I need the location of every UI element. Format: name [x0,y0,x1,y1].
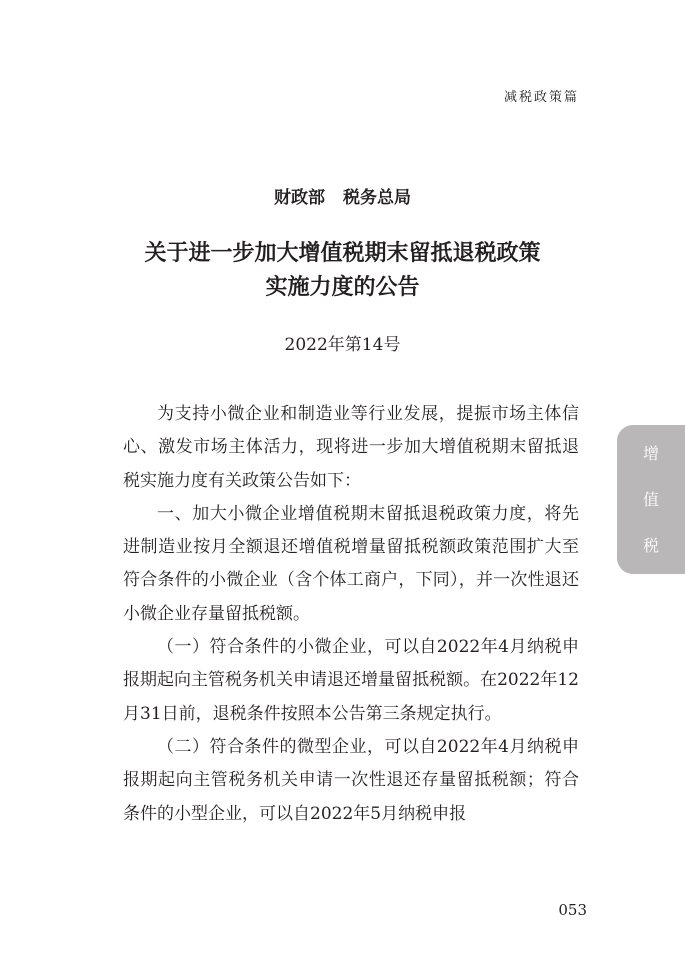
line: 申报期起向主管税务机关申请一次性退还存量留抵税 [123,736,579,791]
line: 执行。 [450,703,502,724]
document-number: 2022年第14号 [284,335,401,355]
paragraph-section-1 [123,498,579,631]
paragraph-intro [123,398,579,498]
page-number: 053 [558,901,587,919]
line: 一、加大小微企业增值税期末留抵退税政策力度，将 [157,503,562,524]
side-tab-char: 增 [642,443,659,463]
section-side-tab [617,425,685,574]
title-line-1: 关于进一步加大增值税期末留抵退税政策 [144,240,541,266]
title-line-2: 实施力度的公告 [265,274,420,300]
line: 次性退还小微企业存量留抵税额。 [123,570,580,624]
line: （二）符合条件的微型企业，可以自2022年4月纳税 [157,736,562,757]
running-header: 减税政策篇 [503,90,579,105]
document-title [0,236,685,304]
issuer-tax-administration: 税务总局 [343,188,411,208]
body-text [123,398,579,831]
line: 扩大至符合条件的小微企业（含个体工商户，下同），并一 [123,537,580,591]
side-tab-char: 税 [642,535,659,555]
line: 额；符合条件的小型企业，可以自2022年5月纳税申报 [123,770,580,824]
line: （一）符合条件的小微企业，可以自2022年4月纳税 [157,637,562,658]
paragraph-item-2 [123,731,579,831]
line: 2022年12月31日前，退税条件按照本公告第三条规定 [123,670,579,724]
line: 留抵退税实施力度有关政策公告如下： [123,437,580,491]
line: 为支持小微企业和制造业等行业发展，提振市场主 [157,404,545,424]
issuer-ministry-of-finance: 财政部 [274,188,325,208]
paragraph-item-1 [123,631,579,731]
line: 申报期起向主管税务机关申请退还增量留抵税额。在 [123,637,579,691]
line: 先进制造业按月全额退还增值税增量留抵税额政策范围 [123,503,579,558]
issuer-line [0,183,685,208]
line: 体信心、激发市场主体活力，现将进一步加大增值税期末 [123,404,579,458]
side-tab-char: 值 [642,489,659,509]
